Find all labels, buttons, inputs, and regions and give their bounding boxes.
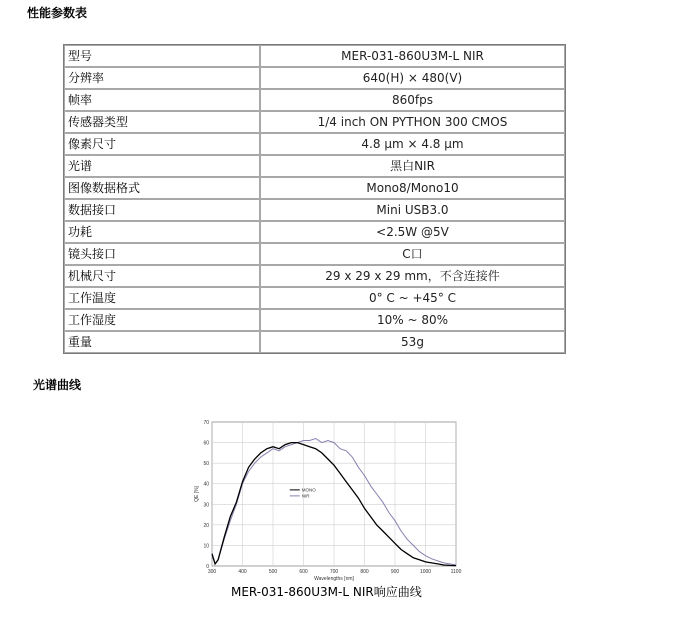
spec-value: <2.5W @5V xyxy=(260,221,565,243)
legend-label: MONO xyxy=(301,487,316,493)
section-title-curve: 光谱曲线 xyxy=(33,378,82,392)
legend-label: NIR xyxy=(301,493,310,499)
x-tick-label: 900 xyxy=(390,569,400,575)
spec-row xyxy=(64,287,565,309)
spectral-response-chart xyxy=(190,414,462,584)
y-tick-label: 70 xyxy=(203,420,209,426)
x-tick-label: 300 xyxy=(207,569,217,575)
spec-row xyxy=(64,67,565,89)
spec-row xyxy=(64,265,565,287)
x-tick-label: 1000 xyxy=(419,569,432,575)
spec-value: C口 xyxy=(260,243,565,265)
spec-key: 图像数据格式 xyxy=(64,177,260,199)
y-tick-label: 30 xyxy=(203,502,209,509)
spec-key: 工作湿度 xyxy=(64,309,260,331)
spec-value: 10% ~ 80% xyxy=(260,309,565,331)
chart-caption: MER-031-860U3M-L NIR响应曲线 xyxy=(231,585,422,599)
y-tick-label: 50 xyxy=(203,461,209,468)
spec-key: 重量 xyxy=(64,331,260,353)
spec-key: 功耗 xyxy=(64,221,260,243)
spec-row xyxy=(64,177,565,199)
spec-row xyxy=(64,111,565,133)
spec-value: 53g xyxy=(260,331,565,353)
spec-key: 数据接口 xyxy=(64,199,260,221)
spec-key: 镜头接口 xyxy=(64,243,260,265)
x-tick-label: 500 xyxy=(268,569,278,575)
y-tick-label: 40 xyxy=(203,481,209,488)
spec-value: 4.8 μm × 4.8 μm xyxy=(260,133,565,155)
spec-key: 像素尺寸 xyxy=(64,133,260,155)
spec-value: Mini USB3.0 xyxy=(260,199,565,221)
spec-key: 帧率 xyxy=(64,89,260,111)
spec-key: 工作温度 xyxy=(64,287,260,309)
spec-key: 光谱 xyxy=(64,155,260,177)
spec-key: 传感器类型 xyxy=(64,111,260,133)
spec-row xyxy=(64,221,565,243)
y-tick-label: 10 xyxy=(203,543,209,550)
spec-table xyxy=(63,44,566,354)
x-axis-label: Wavelengths [nm] xyxy=(314,576,354,582)
spec-value: Mono8/Mono10 xyxy=(260,177,565,199)
spec-row xyxy=(64,89,565,111)
y-tick-label: 0 xyxy=(206,564,209,570)
spec-value: 黑白NIR xyxy=(260,155,565,177)
spec-row xyxy=(64,45,565,67)
spec-key: 型号 xyxy=(64,45,260,67)
x-tick-label: 600 xyxy=(299,569,308,575)
spec-value: 1/4 inch ON PYTHON 300 CMOS xyxy=(260,111,565,133)
spec-row xyxy=(64,199,565,221)
y-axis-label: QE [%] xyxy=(194,486,200,502)
spec-key: 机械尺寸 xyxy=(64,265,260,287)
spec-value: 29 x 29 x 29 mm，不含连接件 xyxy=(260,265,565,287)
spec-row xyxy=(64,243,565,265)
spec-key: 分辨率 xyxy=(64,67,260,89)
spec-row xyxy=(64,309,565,331)
spec-value: MER-031-860U3M-L NIR xyxy=(260,45,565,67)
spec-row xyxy=(64,133,565,155)
spec-row xyxy=(64,155,565,177)
x-tick-label: 700 xyxy=(329,569,339,575)
spec-value: 640(H) × 480(V) xyxy=(260,67,565,89)
spec-value: 0° C ~ +45° C xyxy=(260,287,565,309)
y-tick-label: 20 xyxy=(203,522,209,529)
section-title-params: 性能参数表 xyxy=(27,6,88,20)
x-tick-label: 400 xyxy=(238,569,247,575)
spec-row xyxy=(64,331,565,353)
y-tick-label: 60 xyxy=(203,440,209,447)
x-tick-label: 800 xyxy=(360,569,369,575)
spec-value: 860fps xyxy=(260,89,565,111)
x-tick-label: 1100 xyxy=(450,569,462,575)
